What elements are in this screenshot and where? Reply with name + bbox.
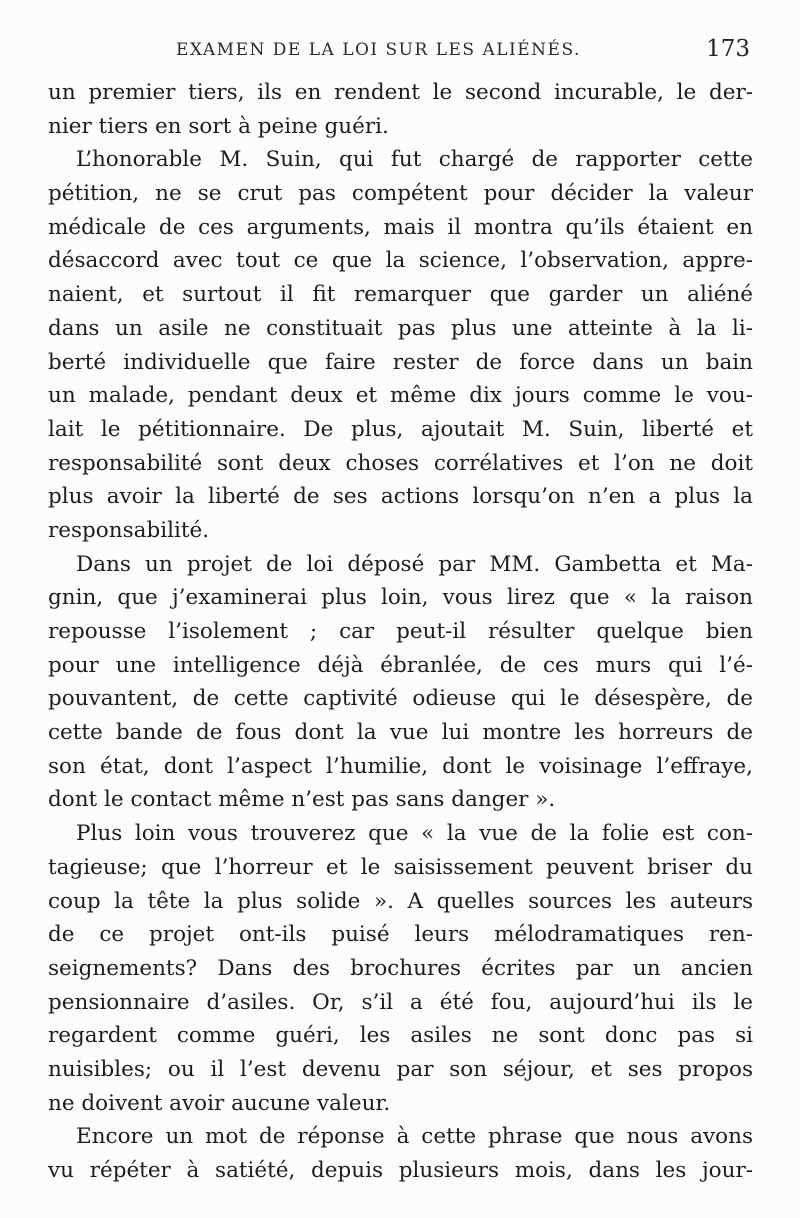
text-line: Encore un mot de réponse à cette phrase que nous avons <box>76 1124 753 1150</box>
running-title: EXAMEN DE LA LOI SUR LES ALIÉNÉS. <box>176 40 581 60</box>
text-line: pensionnaire d’asiles. Or, s’il a été fou, aujourd’hui ils le <box>48 989 753 1015</box>
text-line: désaccord avec tout ce que la science, l’observation, appre- <box>48 248 753 274</box>
text-line: regardent comme guéri, les asiles ne sont donc pas si <box>48 1023 753 1049</box>
text-line: de ce projet ont-ils puisé leurs mélodramatiques ren- <box>48 922 753 948</box>
body-text <box>48 76 753 1188</box>
text-line: Dans un projet de loi déposé par MM. Gambetta et Ma- <box>76 551 753 577</box>
text-line: gnin, que j’examinerai plus loin, vous lirez que « la raison <box>48 585 753 611</box>
text-line: un malade, pendant deux et même dix jours comme le vou- <box>48 383 753 409</box>
text-line: berté individuelle que faire rester de force dans un bain <box>48 349 753 375</box>
text-line: dans un asile ne constituait pas plus une atteinte à la li- <box>48 315 753 341</box>
text-line: son état, dont l’aspect l’humilie, dont le voisinage l’effraye, <box>48 753 753 779</box>
text-line: plus avoir la liberté de ses actions lorsqu’on n’en a plus la <box>48 484 753 510</box>
text-line: tagieuse; que l’horreur et le saisissement peuvent briser du <box>48 854 753 880</box>
text-line: un premier tiers, ils en rendent le second incurable, le der- <box>48 80 753 105</box>
running-head <box>48 36 750 68</box>
text-line: pour une intelligence déjà ébranlée, de ces murs qui l’é- <box>48 652 753 678</box>
text-line: médicale de ces arguments, mais il montra qu’ils étaient en <box>48 214 753 240</box>
text-line: Plus loin vous trouverez que « la vue de la folie est con- <box>76 821 753 847</box>
text-line: lait le pétitionnaire. De plus, ajoutait M. Suin, liberté et <box>48 416 753 442</box>
page-number: 173 <box>706 36 750 62</box>
text-line: dont le contact même n’est pas sans danger ». <box>48 787 556 813</box>
text-line: responsabilité. <box>48 517 210 543</box>
text-line: repousse l’isolement ; car peut-il résulter quelque bien <box>48 619 753 644</box>
text-line: pouvantent, de cette captivité odieuse qui le désespère, de <box>48 686 753 712</box>
text-line: coup la tête la plus solide ». A quelles sources les auteurs <box>48 888 753 914</box>
text-line: seignements? Dans des brochures écrites par un ancien <box>48 955 753 981</box>
text-line: nuisibles; ou il l’est devenu par son séjour, et ses propos <box>48 1056 753 1082</box>
text-line: cette bande de fous dont la vue lui montre les horreurs de <box>48 720 753 746</box>
text-line: naient, et surtout il fit remarquer que garder un aliéné <box>48 282 753 308</box>
text-line: L’honorable M. Suin, qui fut chargé de rapporter cette <box>76 147 753 173</box>
text-line: nier tiers en sort à peine guéri. <box>48 113 389 139</box>
text-line: responsabilité sont deux choses corrélatives et l’on ne doit <box>48 450 753 476</box>
text-line: vu répéter à satiété, depuis plusieurs mois, dans les jour- <box>48 1158 753 1183</box>
text-line: ne doivent avoir aucune valeur. <box>48 1090 391 1116</box>
text-line: pétition, ne se crut pas compétent pour décider la valeur <box>48 181 753 207</box>
